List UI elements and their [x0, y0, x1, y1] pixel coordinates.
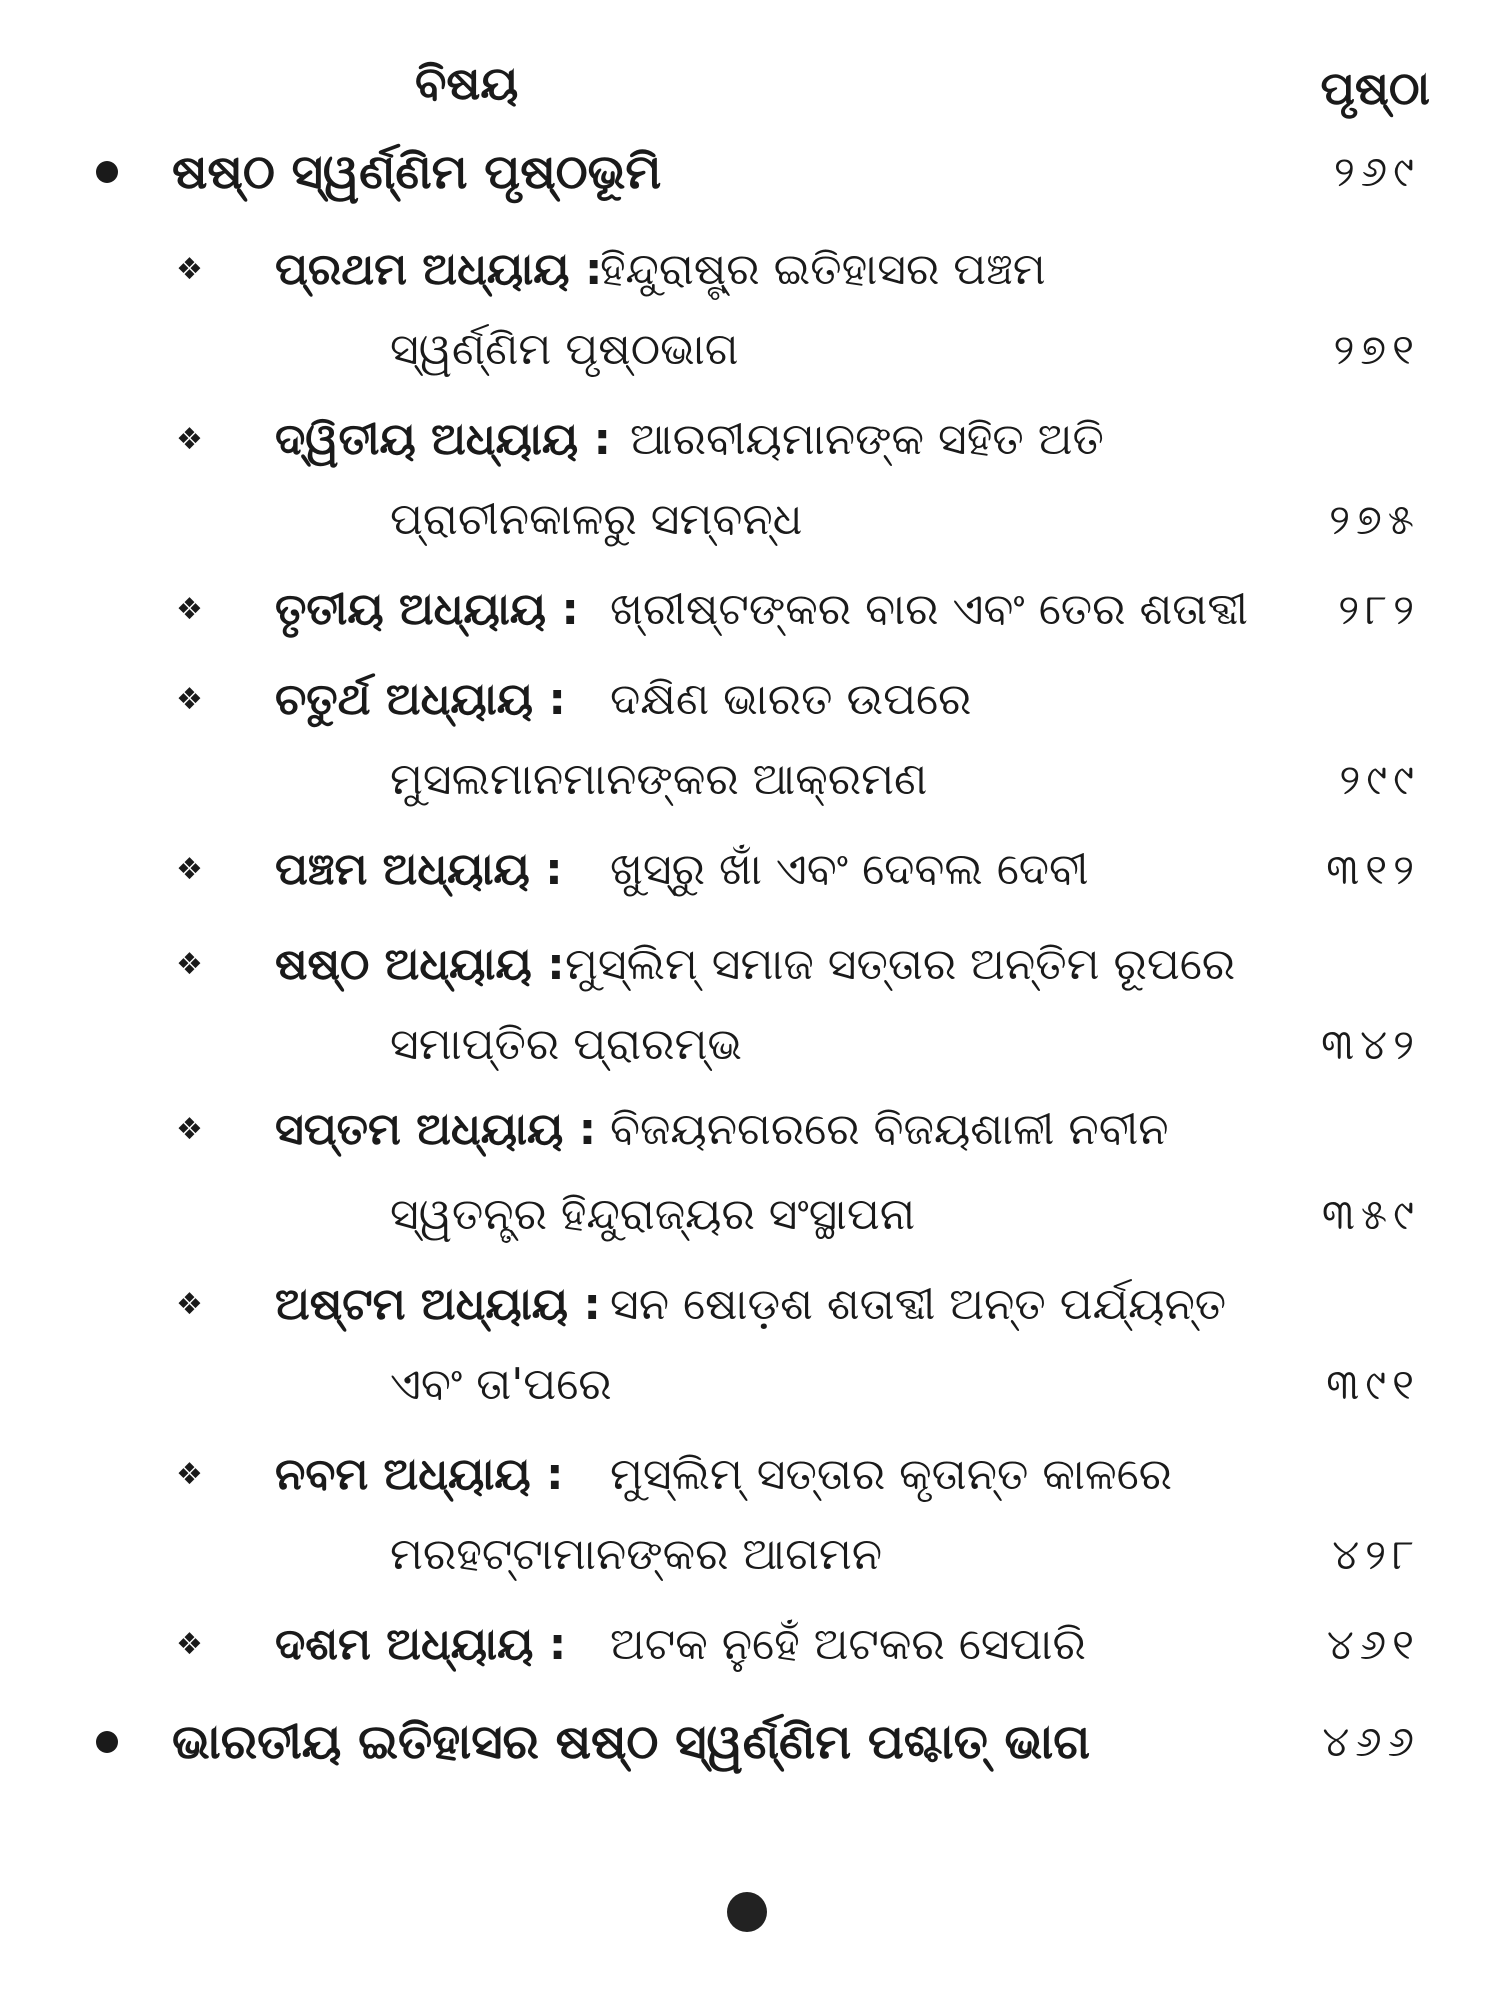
- diamond-bullet-icon: ❖: [176, 1112, 203, 1147]
- diamond-bullet-icon: ❖: [176, 852, 203, 887]
- chapter-title: ହିନ୍ଦୁରାଷ୍ଟ୍ର ଇତିହାସର ପଞ୍ଚମ: [600, 244, 1046, 295]
- chapter-title: ଖ୍ରୀଷ୍ଟଙ୍କର ବାର ଏବଂ ତେର ଶତାବ୍ଦୀ: [610, 584, 1248, 635]
- page-number: ୪୬୧: [1326, 1620, 1420, 1669]
- page-folio-dot: [727, 1892, 767, 1932]
- page-number: ୩୧୨: [1326, 845, 1420, 894]
- page-number: ୩୫୯: [1321, 1190, 1420, 1239]
- page-number: ୪୬୬: [1322, 1717, 1420, 1766]
- diamond-bullet-icon: ❖: [176, 947, 203, 982]
- chapter-title-continuation: ସ୍ୱର୍ଣ୍ଣିମ ପୃଷ୍ଠଭାଗ: [390, 324, 739, 375]
- page-column-heading: ପୃଷ୍ଠା: [1320, 61, 1430, 115]
- chapter-title: ଆରବୀୟମାନଙ୍କ ସହିତ ଅତି: [630, 414, 1104, 465]
- chapter-label: ପ୍ରଥମ ଅଧ୍ୟାୟ :: [275, 244, 603, 295]
- toc-chapter-row[interactable]: [0, 580, 1500, 640]
- chapter-title: ଖୁସ୍‌ରୁ ଖାଁ ଏବଂ ଦେବଲ ଦେବୀ: [610, 844, 1089, 895]
- chapter-title: ବିଜୟନଗରରେ ବିଜୟଶାଳୀ ନବୀନ: [610, 1104, 1169, 1155]
- section-title: ଷଷ୍ଠ ସ୍ୱର୍ଣ୍ଣିମ ପୃଷ୍ଠଭୂମି: [172, 144, 662, 200]
- chapter-title: ଅଟକ ନୁହେଁ ଅଟକର ସେପାରି: [610, 1619, 1086, 1670]
- chapter-label: ନବମ ଅଧ୍ୟାୟ :: [275, 1449, 564, 1500]
- page-number: ୪୨୮: [1332, 1530, 1420, 1579]
- toc-chapter-row[interactable]: [0, 1100, 1500, 1160]
- page-number: ୨୯୯: [1339, 755, 1420, 804]
- page-number: ୨୭୫: [1329, 495, 1420, 544]
- page-number: ୩୪୨: [1321, 1020, 1420, 1069]
- toc-section-row[interactable]: [0, 1712, 1500, 1772]
- chapter-title-continuation: ମୁସଲମାନମାନଙ୍କର ଆକ୍ରମଣ: [390, 754, 928, 805]
- toc-chapter-row[interactable]: [0, 240, 1500, 300]
- diamond-bullet-icon: ❖: [176, 1287, 203, 1322]
- toc-chapter-row[interactable]: [0, 1615, 1500, 1675]
- toc-section-row[interactable]: [0, 142, 1500, 202]
- chapter-title-continuation: ଏବଂ ତା'ପରେ: [390, 1359, 612, 1410]
- chapter-label: ପଞ୍ଚମ ଅଧ୍ୟାୟ :: [275, 844, 563, 895]
- chapter-title-continuation: ପ୍ରାଚୀନକାଳରୁ ସମ୍ବନ୍ଧ: [390, 494, 803, 545]
- bullet-icon: [96, 1731, 118, 1753]
- chapter-title-continuation: ସ୍ୱତନ୍ତ୍ର ହିନ୍ଦୁରାଜ୍ୟର ସଂସ୍ଥାପନା: [390, 1189, 916, 1240]
- subject-column-heading: ବିଷୟ: [415, 56, 519, 110]
- chapter-label: ସପ୍ତମ ଅଧ୍ୟାୟ :: [275, 1104, 597, 1155]
- chapter-label: ଷଷ୍ଠ ଅଧ୍ୟାୟ :: [275, 939, 565, 990]
- toc-chapter-row[interactable]: [0, 840, 1500, 900]
- page-number: ୩୯୧: [1326, 1360, 1420, 1409]
- toc-chapter-row[interactable]: [0, 410, 1500, 470]
- chapter-title: ମୁସ୍‌ଲିମ୍ ସମାଜ ସତ୍ତାର ଅନ୍ତିମ ରୂପରେ: [565, 939, 1236, 990]
- toc-chapter-row[interactable]: [0, 935, 1500, 995]
- toc-chapter-continuation: [0, 1015, 1500, 1075]
- toc-chapter-continuation: [0, 1525, 1500, 1585]
- toc-chapter-continuation: [0, 320, 1500, 380]
- page-number: ୨୮୨: [1338, 585, 1420, 634]
- toc-chapter-continuation: [0, 490, 1500, 550]
- diamond-bullet-icon: ❖: [176, 422, 203, 457]
- toc-chapter-continuation: [0, 1185, 1500, 1245]
- toc-chapter-continuation: [0, 1355, 1500, 1415]
- diamond-bullet-icon: ❖: [176, 1457, 203, 1492]
- chapter-label: ଦ୍ୱିତୀୟ ଅଧ୍ୟାୟ :: [275, 414, 612, 465]
- chapter-label: ଅଷ୍ଟମ ଅଧ୍ୟାୟ :: [275, 1279, 601, 1330]
- chapter-title: ମୁସ୍‌ଲିମ୍ ସତ୍ତାର କୃତାନ୍ତ କାଳରେ: [610, 1449, 1173, 1500]
- section-title: ଭାରତୀୟ ଇତିହାସର ଷଷ୍ଠ ସ୍ୱର୍ଣ୍ଣିମ ପଶ୍ଚାତ୍ ଭାଗ: [172, 1714, 1091, 1770]
- chapter-title: ସନ ଷୋଡ଼ଶ ଶତାବ୍ଦୀ ଅନ୍ତ ପର୍ଯ୍ୟନ୍ତ: [610, 1279, 1227, 1330]
- toc-chapter-row[interactable]: [0, 1275, 1500, 1335]
- toc-chapter-continuation: [0, 750, 1500, 810]
- toc-chapter-row[interactable]: [0, 670, 1500, 730]
- bullet-icon: [96, 161, 118, 183]
- chapter-title: ଦକ୍ଷିଣ ଭାରତ ଉପରେ: [610, 674, 972, 725]
- diamond-bullet-icon: ❖: [176, 592, 203, 627]
- toc-chapter-row[interactable]: [0, 1445, 1500, 1505]
- chapter-title-continuation: ସମାପ୍ତିର ପ୍ରାରମ୍ଭ: [390, 1019, 743, 1070]
- diamond-bullet-icon: ❖: [176, 1627, 203, 1662]
- chapter-label: ତୃତୀୟ ଅଧ୍ୟାୟ :: [275, 584, 580, 635]
- chapter-label: ଦଶମ ଅଧ୍ୟାୟ :: [275, 1619, 567, 1670]
- diamond-bullet-icon: ❖: [176, 682, 203, 717]
- page-number: ୨୬୯: [1333, 147, 1420, 196]
- page-number: ୨୭୧: [1333, 325, 1420, 374]
- diamond-bullet-icon: ❖: [176, 252, 203, 287]
- chapter-label: ଚତୁର୍ଥ ଅଧ୍ୟାୟ :: [275, 674, 566, 725]
- chapter-title-continuation: ମରହଟ୍ଟାମାନଙ୍କର ଆଗମନ: [390, 1529, 883, 1580]
